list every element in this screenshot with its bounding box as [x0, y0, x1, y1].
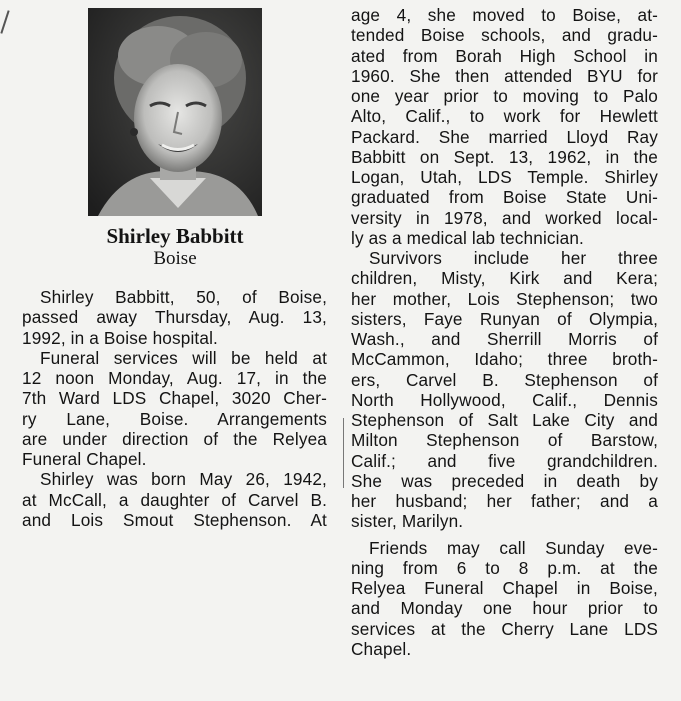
text-line: ated from Borah High School in	[351, 45, 658, 66]
text-line: Calif.; and five grandchildren.	[351, 450, 658, 471]
text-line: her husband; her father; and a	[351, 491, 658, 511]
text-line: She was preceded in death by	[351, 470, 658, 491]
text-line: versity in 1978, and worked local-	[351, 207, 658, 228]
text-line: Alto, Calif., to work for Hewlett	[351, 106, 658, 127]
text-line: are under direction of the Relyea	[22, 428, 327, 449]
text-line: children, Misty, Kirk and Kera;	[351, 268, 658, 289]
text-line: ers, Carvel B. Stephenson of	[351, 369, 658, 390]
text-line: 1960. She then attended BYU for	[351, 65, 658, 86]
text-line: Funeral Chapel.	[22, 449, 147, 469]
text-line: 1992, in a Boise hospital.	[22, 327, 218, 348]
text-line: ry Lane, Boise. Arrangements	[22, 408, 327, 429]
text-line: Survivors include her three	[369, 248, 658, 268]
text-line: 7th Ward LDS Chapel, 3020 Cher-	[22, 388, 327, 409]
portrait-photo	[88, 8, 262, 216]
text-line: and Monday one hour prior to	[351, 598, 658, 619]
text-line: services at the Cherry Lane LDS	[351, 618, 658, 639]
text-line: and Lois Smout Stephenson. At	[22, 509, 327, 530]
text-line: 12 noon Monday, Aug. 17, in the	[22, 368, 327, 388]
text-line: Logan, Utah, LDS Temple. Shirley	[351, 167, 658, 187]
text-line: Shirley was born May 26, 1942,	[40, 469, 327, 490]
text-line: Friends may call Sunday eve-	[369, 537, 658, 558]
column-rule	[343, 418, 344, 488]
text-line: Chapel.	[351, 638, 412, 659]
text-line: Stephenson of Salt Lake City and	[351, 410, 658, 430]
text-line: Babbitt on Sept. 13, 1962, in the	[351, 146, 658, 167]
corner-mark	[0, 10, 9, 33]
text-line: Milton Stephenson of Barstow,	[351, 430, 658, 451]
text-line: Shirley Babbitt, 50, of Boise,	[40, 287, 327, 307]
obituary-column-right	[351, 5, 658, 659]
text-line: passed away Thursday, Aug. 13,	[22, 307, 327, 328]
text-line: tended Boise schools, and gradu-	[351, 25, 658, 46]
text-line: McCammon, Idaho; three broth-	[351, 349, 658, 370]
text-line: ning from 6 to 8 p.m. at the	[351, 557, 658, 578]
text-line: graduated from Boise State Uni-	[351, 187, 658, 208]
portrait-image	[88, 8, 262, 216]
text-line: her mother, Lois Stephenson; two	[351, 288, 658, 309]
deceased-name: Shirley Babbitt	[106, 224, 244, 248]
text-line: one year prior to moving to Palo	[351, 86, 658, 106]
text-line: age 4, she moved to Boise, at-	[351, 5, 658, 25]
text-line: at McCall, a daughter of Carvel B.	[22, 489, 327, 510]
text-line: Wash., and Sherrill Morris of	[351, 329, 658, 349]
deceased-hometown: Boise	[153, 248, 197, 269]
text-line: Relyea Funeral Chapel in Boise,	[351, 578, 658, 598]
text-line: Packard. She married Lloyd Ray	[351, 126, 658, 147]
text-line: ly as a medical lab technician.	[351, 227, 584, 248]
obituary-column-left	[22, 287, 327, 530]
text-line: sister, Marilyn.	[351, 511, 464, 532]
text-line: sisters, Faye Runyan of Olympia,	[351, 308, 658, 329]
text-line: Funeral services will be held at	[40, 347, 327, 368]
text-line: North Hollywood, Calif., Dennis	[351, 389, 658, 410]
